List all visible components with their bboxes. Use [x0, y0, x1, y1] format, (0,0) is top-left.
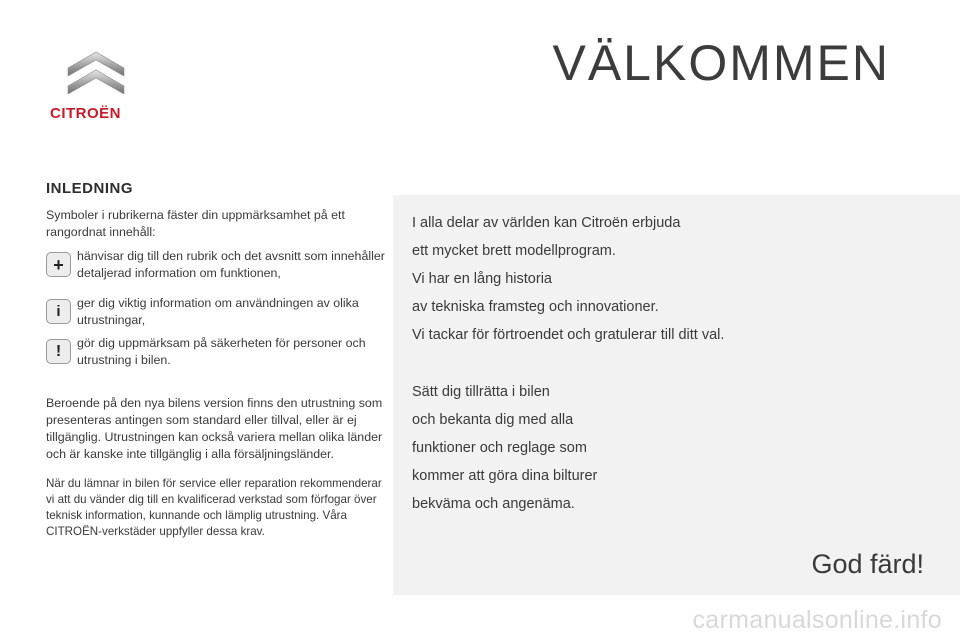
- warning-icon: !: [46, 339, 71, 364]
- plus-icon: +: [46, 252, 71, 277]
- welcome-line: av tekniska framsteg och innovationer.: [412, 299, 659, 315]
- welcome-line: kommer att göra dina bilturer: [412, 468, 598, 484]
- symbol-row-warning: [46, 335, 386, 369]
- closing-greeting: God färd!: [811, 549, 924, 579]
- welcome-line: Sätt dig tillrätta i bilen: [412, 384, 550, 400]
- citroen-logo: [46, 44, 146, 126]
- logo-wordmark: CITROËN: [50, 105, 121, 122]
- welcome-line: ett mycket brett modellprogram.: [412, 243, 616, 259]
- welcome-line: Vi har en lång historia: [412, 271, 552, 287]
- welcome-line: funktioner och reglage som: [412, 440, 587, 456]
- welcome-text: [412, 209, 932, 518]
- symbol-row-plus: [46, 248, 386, 282]
- service-paragraph: När du lämnar in bilen för service eller reparation rekommenderar vi att du vänder dig till en kvalificerad verkstad som förfogar över teknisk information, kunnande och lämplig utrustning. Våra CITROËN-verkstäder uppfyller dessa krav.: [46, 477, 382, 538]
- symbol-description: ger dig viktig information om användningen av olika utrustningar,: [77, 296, 359, 327]
- watermark: carmanualsonline.info: [692, 606, 942, 634]
- welcome-line: och bekanta dig med alla: [412, 412, 574, 428]
- section-heading: INLEDNING: [46, 180, 133, 197]
- intro-section: [46, 180, 386, 552]
- symbol-description: hänvisar dig till den rubrik och det avsnitt som innehåller detaljerad information om funktionen,: [77, 249, 385, 280]
- welcome-line: I alla delar av världen kan Citroën erbjuda: [412, 215, 681, 231]
- intro-lead: Symboler i rubrikerna fäster din uppmärksamhet på ett rangordnat innehåll:: [46, 208, 345, 239]
- symbol-row-info: [46, 295, 386, 329]
- info-icon: i: [46, 299, 71, 324]
- welcome-panel: [393, 195, 960, 595]
- welcome-line: Vi tackar för förtroendet och gratulerar till ditt val.: [412, 327, 725, 343]
- spacer: [412, 349, 932, 378]
- double-chevron-icon: [64, 48, 128, 108]
- welcome-line: bekväma och angenäma.: [412, 496, 575, 512]
- equipment-paragraph: Beroende på den nya bilens version finns den utrustning som presenteras antingen som standard eller tillval, eller är ej tillgänglig. Utrustningen kan också variera mellan olika länder och är kanske inte tillgänglig i alla försäljningsländer.: [46, 396, 383, 461]
- symbol-description: gör dig uppmärksam på säkerheten för personer och utrustning i bilen.: [77, 336, 366, 367]
- page-title: VÄLKOMMEN: [552, 35, 890, 91]
